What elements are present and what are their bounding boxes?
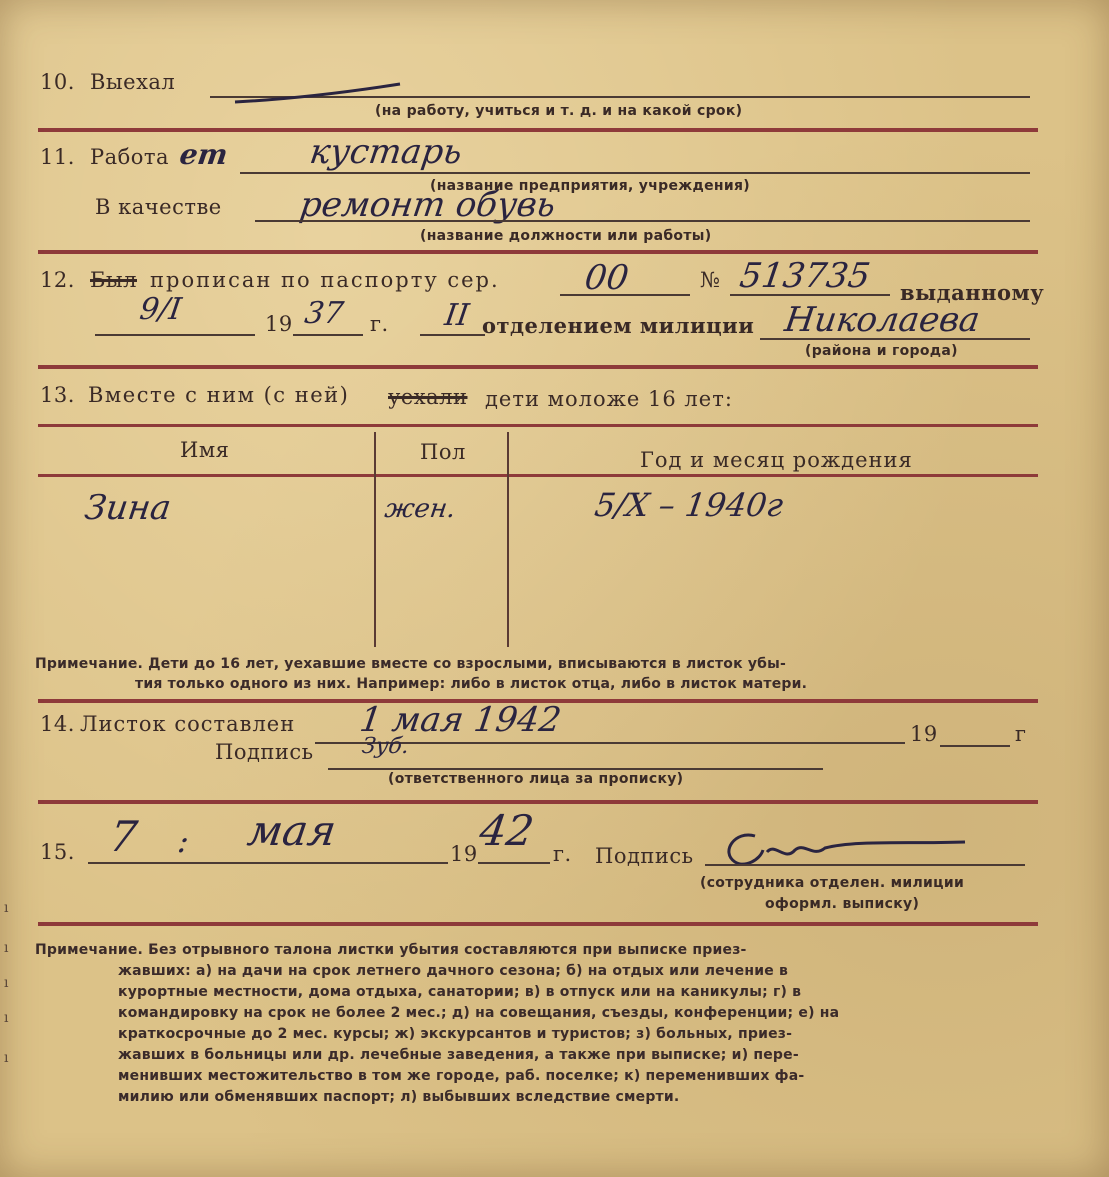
- item11-hw-role: ремонт обувь: [297, 185, 559, 225]
- footnote-line: командировку на срок не более 2 мес.; д) на совещания, съезды, конференции; е) на: [118, 1005, 840, 1021]
- item12-hw-year: 37: [302, 296, 346, 331]
- item12-dept-label: отделением милиции: [482, 313, 755, 338]
- item10-caption: (на работу, учиться и т. д. и на какой срок): [375, 103, 743, 119]
- item11-number: 11.: [40, 145, 75, 169]
- item11-label: Работа: [90, 145, 170, 169]
- footnote-line: менивших местожительство в том же городе, раб. поселке; к) переменивших фа-: [118, 1068, 805, 1084]
- item11-underline: [240, 172, 1030, 174]
- red-rule-5: [38, 800, 1038, 804]
- item15-hw-day: 7: [106, 812, 141, 861]
- item14-sign-underline: [328, 768, 823, 770]
- item14-caption: (ответственного лица за прописку): [388, 771, 684, 787]
- footnote-line: жавших: а) на дачи на срок летнего дачного сезона; б) на отдых или лечение в: [118, 963, 789, 979]
- item15-sign-label: Подпись: [595, 844, 694, 868]
- item15-sign-underline: [705, 864, 1025, 866]
- item14-year-suffix: г: [1015, 722, 1027, 746]
- item13-struck-word: уехали: [388, 385, 468, 409]
- item14-sign-label: Подпись: [215, 740, 314, 764]
- item12-hw-series: 00: [582, 258, 632, 298]
- item10-label: Выехал: [90, 70, 176, 94]
- item14-hw-date: 1 мая 1942: [357, 700, 564, 740]
- item14-hw-sign: Зуб.: [360, 734, 411, 759]
- item13-number: 13.: [40, 383, 75, 407]
- item12-year-suffix: г.: [370, 312, 389, 336]
- table-cell-name: Зина: [82, 488, 174, 528]
- item12-label: прописан по паспорту сер.: [150, 268, 500, 292]
- footnote-line: Примечание. Без отрывного талона листки убытия составляются при выписке приез-: [35, 942, 747, 958]
- document-page: 10. Выехал (на работу, учиться и т. д. и на какой срок) 11. Работа ет кустарь (название предприятия, учреждения) В качестве ремонт обувь (название должности или работы) 12. Был прописан по паспорту сер. 00 № 513735 выданному 9/I 19 37 г. II отделением милиции Николаева (района и города) 13. Вместе с ним (с ней) уехали дети моложе 16 лет: Имя Пол Год и месяц рождения Зина жен. 5/X – 1940г Примечание. Дети до 16 лет, уехавшие вместе со взрослыми, вписываются в листок убы- тия только одного из них. Например: либо в листок отца, либо в листок матери. 14. Листок составлен 1 мая 1942 19 г Подпись Зуб. (ответственного лица за прописку) 15. 7 : мая 19 42 г. Подпись (сотрудника отделен. милиции оформл. выписку) Примечание. Без отрывного талона листки убытия составляются при выписке приез- жавших: а) на дачи на срок летнего дачного сезона; б) на отдых или лечение в курортные местности, дома отдыха, санатории; в) в отпуск или на каникулы; г) в командировку на срок не более 2 мес.; д) на совещания, съезды, конференции; е) на краткосрочные до 2 мес. курсы; ж) экскурсантов и туристов; з) больных, приез- жавших в больницы или др. лечебные заведения, а также при выписке; и) пере- менивших местожительство в том же городе, раб. поселке; к) переменивших фа- милию или обменявших паспорт; л) выбывших вследствие смерти. ı ı ı ı ı: [0, 0, 1109, 1177]
- item13-label-b: дети моложе 16 лет:: [485, 387, 733, 411]
- item13-note-line-1: Примечание. Дети до 16 лет, уехавшие вместе со взрослыми, вписываются в листок убы-: [35, 656, 787, 672]
- item13-label-a: Вместе с ним (с ней): [88, 383, 350, 407]
- item11-role-label: В качестве: [95, 195, 222, 219]
- item12-dept-underline: [420, 334, 485, 336]
- red-rule-2: [38, 250, 1038, 254]
- item14-year-prefix: 19: [910, 722, 938, 746]
- item12-hw-date: 9/I: [137, 292, 184, 327]
- col-header-born: Год и месяц рождения: [640, 448, 913, 472]
- item12-hw-dept: II: [442, 298, 472, 333]
- table-header-rule: [38, 474, 1038, 477]
- item15-caption-1: (сотрудника отделен. милиции: [700, 875, 965, 891]
- table-cell-born: 5/X – 1940г: [592, 486, 786, 524]
- item12-city-caption: (района и города): [805, 343, 958, 359]
- footnote-line: краткосрочные до 2 мес. курсы; ж) экскурсантов и туристов; з) больных, приез-: [118, 1026, 793, 1042]
- item12-issued: выданному: [900, 280, 1045, 305]
- red-rule-1: [38, 128, 1038, 132]
- footnote-line: курортные местности, дома отдыха, санатории; в) в отпуск или на каникулы; г) в: [118, 984, 802, 1000]
- item11-hw-value: кустарь: [307, 132, 465, 172]
- table-top-rule: [38, 424, 1038, 427]
- item12-number-underline: [730, 294, 890, 296]
- item12-date-underline: [95, 334, 255, 336]
- item12-hw-number: 513735: [737, 256, 873, 296]
- table-col-divider-1: [374, 432, 376, 647]
- item15-hw-month: мая: [244, 806, 340, 855]
- red-rule-6: [38, 922, 1038, 926]
- red-rule-3: [38, 365, 1038, 369]
- table-cell-sex: жен.: [382, 494, 458, 524]
- item15-year-underline: [478, 862, 550, 864]
- item11-role-underline: [255, 220, 1030, 222]
- item12-hw-city: Николаева: [782, 300, 983, 340]
- table-col-divider-2: [507, 432, 509, 647]
- item15-year-prefix: 19: [450, 842, 478, 866]
- item12-number: 12.: [40, 268, 75, 292]
- item15-hw-year: 42: [476, 806, 537, 855]
- item15-year-suffix: г.: [553, 842, 572, 866]
- item14-number: 14.: [40, 712, 75, 736]
- item13-note-line-2: тия только одного из них. Например: либо в листок отца, либо в листок матери.: [135, 676, 808, 692]
- item12-city-underline: [760, 338, 1030, 340]
- item15-number: 15.: [40, 840, 75, 864]
- item12-series-underline: [560, 294, 690, 296]
- item15-colon-mark: :: [175, 822, 192, 860]
- item14-year-underline: [940, 745, 1010, 747]
- item11-caption: (название предприятия, учреждения): [430, 178, 750, 194]
- item12-year-prefix: 19: [265, 312, 293, 336]
- item11-hw-prefix: ет: [177, 138, 230, 171]
- item15-date-underline: [88, 862, 448, 864]
- item14-label: Листок составлен: [80, 712, 296, 736]
- item12-num-sign: №: [700, 268, 721, 292]
- item12-struck-word: Был: [90, 268, 137, 292]
- col-header-sex: Пол: [420, 440, 466, 464]
- item12-year-underline: [293, 334, 363, 336]
- footnote-line: жавших в больницы или др. лечебные заведения, а также при выписке; и) пере-: [118, 1047, 799, 1063]
- footnote-line: милию или обменявших паспорт; л) выбывших вследствие смерти.: [118, 1089, 680, 1105]
- item10-number: 10.: [40, 70, 75, 94]
- item11-role-caption: (название должности или работы): [420, 228, 712, 244]
- col-header-name: Имя: [180, 438, 230, 462]
- item15-caption-2: оформл. выписку): [765, 896, 920, 912]
